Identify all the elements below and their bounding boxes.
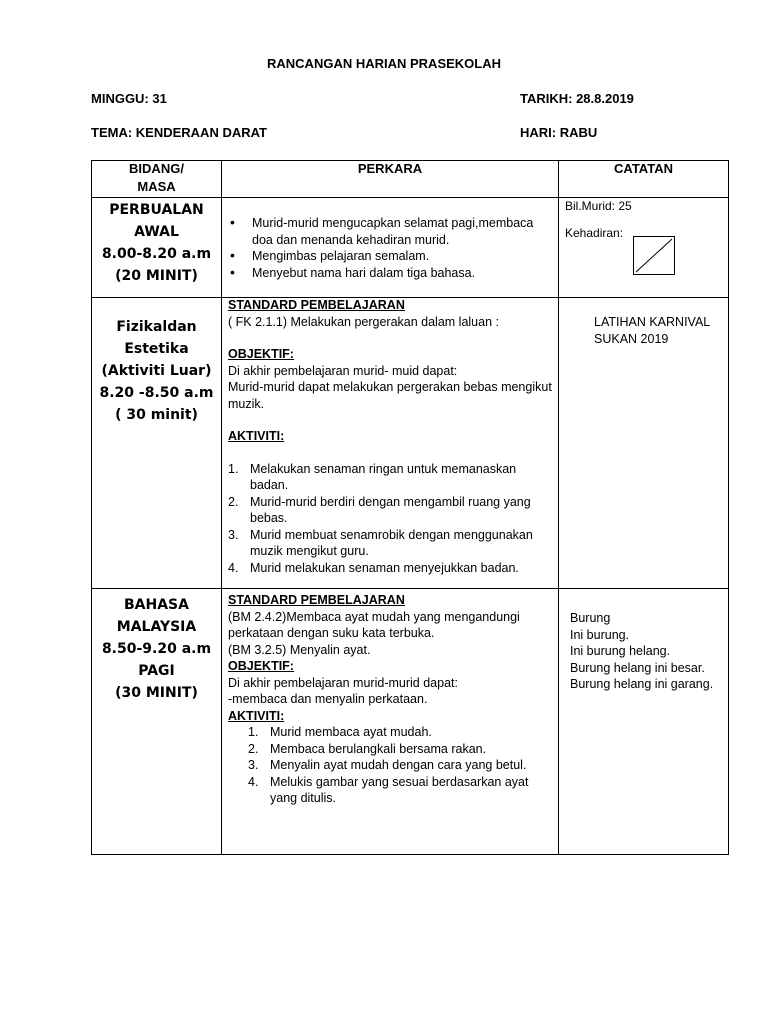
- list-item: • Murid-murid mengucapkan selamat pagi,membaca doa dan menanda kehadiran murid.: [228, 215, 553, 248]
- list-item: 4. Melukis gambar yang sesuai berdasarkan ayat yang ditulis.: [248, 774, 529, 805]
- row2-time-cell: [92, 316, 221, 426]
- row2-time-line: ( 30 minit): [115, 407, 198, 423]
- objektif-text: Di akhir pembelajaran murid- muid dapat:: [228, 363, 458, 378]
- list-item: 3. Murid membuat senamrobik dengan menggunakan muzik mengikut guru.: [228, 527, 533, 558]
- row1-time-line: AWAL: [134, 224, 179, 240]
- bil-murid-label: Bil.Murid: 25: [565, 199, 632, 213]
- row3-time-line: BAHASA: [124, 597, 189, 613]
- row2-catatan-cell: LATIHAN KARNIVAL SUKAN 2019: [594, 315, 710, 346]
- list-item-text: Melakukan senaman ringan untuk memanaskan badan.: [250, 461, 517, 492]
- aktiviti-heading: AKTIVITI:: [228, 429, 285, 443]
- row3-time-line: 8.50-9.20 a.m: [101, 641, 212, 657]
- row1-time-line: 8.00-8.20 a.m: [101, 246, 212, 262]
- document-title: RANCANGAN HARIAN PRASEKOLAH: [267, 56, 501, 71]
- catatan-line: Ini burung.: [570, 627, 630, 642]
- catatan-line: Burung helang ini garang.: [570, 677, 714, 691]
- table-border-bottom: [91, 854, 729, 855]
- row3-activity-list: [228, 724, 556, 807]
- objektif-heading: OBJEKTIF:: [228, 347, 294, 361]
- row3-time-cell: [92, 594, 221, 704]
- row1-perkara-cell: [228, 215, 553, 281]
- list-item-text: Menyalin ayat mudah dengan cara yang betul.: [270, 758, 527, 772]
- row2-perkara-cell: [228, 297, 554, 576]
- attendance-box-icon: [633, 236, 675, 275]
- standard-text: (BM 3.2.5) Menyalin ayat.: [228, 642, 371, 657]
- standard-text: ( FK 2.1.1) Melakukan pergerakan dalam laluan :: [228, 314, 499, 329]
- row3-time-line: MALAYSIA: [116, 619, 197, 635]
- row2-time-line: 8.20 -8.50 a.m: [99, 385, 214, 401]
- catatan-line: Burung helang ini besar.: [570, 660, 705, 675]
- list-item: 4. Murid melakukan senaman menyejukkan badan.: [228, 560, 519, 575]
- catatan-line: Burung: [570, 611, 611, 625]
- header-row-divider: [91, 197, 729, 198]
- standard-heading: STANDARD PEMBELAJARAN: [228, 593, 405, 607]
- list-item-text: Murid membaca ayat mudah.: [270, 725, 432, 739]
- column-divider-2: [558, 160, 559, 855]
- row3-time-line: (30 MINIT): [115, 685, 198, 701]
- column-header-bidang: [92, 160, 221, 196]
- standard-heading: STANDARD PEMBELAJARAN: [228, 298, 405, 312]
- objektif-text: Murid-murid dapat melakukan pergerakan bebas mengikut muzik.: [228, 380, 552, 411]
- list-item-text: Murid melakukan senaman menyejukkan badan.: [250, 560, 519, 575]
- row1-time-cell: [92, 199, 221, 287]
- lesson-plan-table: [91, 160, 729, 855]
- list-item: 2. Membaca berulangkali bersama rakan.: [248, 741, 487, 756]
- catatan-line: Ini burung helang.: [570, 644, 671, 658]
- list-item: • Menyebut nama hari dalam tiga bahasa.: [228, 265, 553, 282]
- tema-label: TEMA: KENDERAAN DARAT: [91, 125, 267, 140]
- row-divider-2: [91, 588, 729, 589]
- list-item: 1. Melakukan senaman ringan untuk memanaskan badan.: [228, 461, 517, 492]
- list-item-text: Murid-murid berdiri dengan mengambil ruang yang bebas.: [250, 494, 531, 525]
- list-item: • Mengimbas pelajaran semalam.: [228, 248, 553, 265]
- kehadiran-label: Kehadiran:: [565, 226, 624, 240]
- minggu-label: MINGGU: 31: [91, 91, 167, 106]
- row1-time-line: (20 MINIT): [115, 268, 198, 284]
- list-item: 3. Menyalin ayat mudah dengan cara yang betul.: [248, 758, 527, 772]
- row3-time-line: PAGI: [138, 663, 175, 679]
- column-header-bidang-line2: MASA: [137, 179, 176, 194]
- standard-text: (BM 2.4.2)Membaca ayat mudah yang mengandungi perkataan dengan suku kata terbuka.: [228, 609, 520, 640]
- column-divider-1: [221, 160, 222, 855]
- column-header-perkara: PERKARA: [357, 161, 423, 176]
- table-border-right: [728, 160, 729, 855]
- list-item: 2. Murid-murid berdiri dengan mengambil ruang yang bebas.: [228, 494, 531, 525]
- row1-bullet-list: [228, 215, 553, 281]
- hari-label: HARI: RABU: [520, 125, 598, 140]
- row1-time-line: PERBUALAN: [109, 202, 204, 218]
- column-header-bidang-line1: BIDANG/: [129, 161, 184, 176]
- row1-catatan-cell: [565, 199, 725, 240]
- list-item-text: Murid membuat senamrobik dengan menggunakan muzik mengikut guru.: [250, 527, 533, 558]
- row2-time-line: Estetika: [124, 341, 189, 357]
- aktiviti-heading: AKTIVITI:: [228, 708, 285, 723]
- row2-time-line: (Aktiviti Luar): [101, 363, 212, 379]
- row2-activity-list: [228, 461, 554, 577]
- objektif-heading: OBJEKTIF:: [228, 659, 294, 673]
- list-item: 1. Murid membaca ayat mudah.: [248, 725, 432, 739]
- row3-perkara-cell: [228, 592, 556, 807]
- row3-catatan-cell: [570, 610, 725, 693]
- list-item-text: Melukis gambar yang sesuai berdasarkan ayat yang ditulis.: [270, 774, 529, 805]
- list-item-text: Membaca berulangkali bersama rakan.: [270, 741, 487, 756]
- column-header-catatan: CATATAN: [614, 161, 673, 176]
- objektif-text: -membaca dan menyalin perkataan.: [228, 692, 428, 706]
- row2-time-line: Fizikaldan: [116, 319, 197, 335]
- tarikh-label: TARIKH: 28.8.2019: [520, 91, 634, 106]
- objektif-text: Di akhir pembelajaran murid-murid dapat:: [228, 675, 458, 690]
